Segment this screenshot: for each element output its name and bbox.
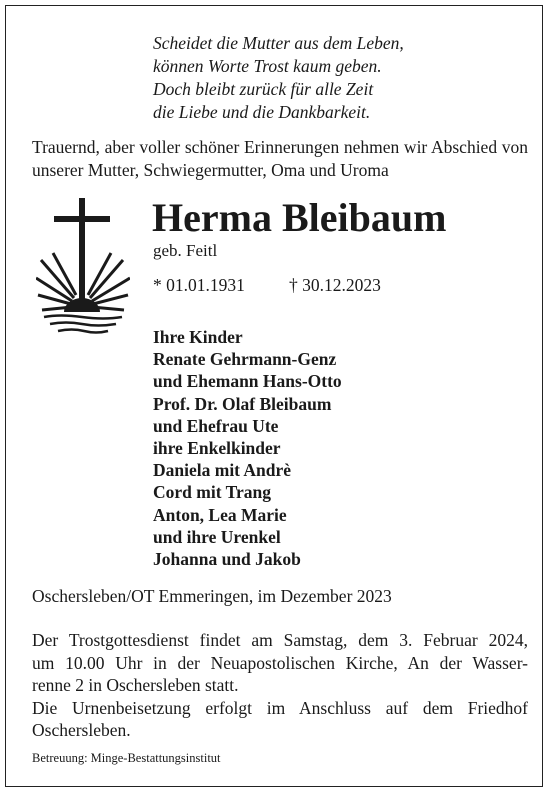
obituary-frame <box>5 5 543 787</box>
poem <box>153 32 513 124</box>
death-date: † 30.12.2023 <box>289 275 381 295</box>
funeral-home-credit: Betreuung: Minge-Bestattungsinstitut <box>32 751 221 765</box>
family-line: Cord mit Trang <box>153 482 271 503</box>
family-line: und Ehemann Hans-Otto <box>153 371 342 392</box>
family-line: Renate Gehrmann-Genz <box>153 349 337 370</box>
family-line: ihre Enkelkinder <box>153 438 281 459</box>
poem-line: Scheidet die Mutter aus dem Leben, <box>153 33 404 53</box>
birth-name: geb. Feitl <box>153 241 218 260</box>
deceased-name: Herma Bleibaum <box>152 195 447 240</box>
family-list <box>153 326 342 570</box>
poem-line: die Liebe und die Dankbarkeit. <box>153 102 371 122</box>
family-line: Anton, Lea Marie <box>153 504 287 525</box>
family-line: Johanna und Jakob <box>153 549 301 570</box>
service-line: Der Trostgottesdienst findet am Samstag, dem 3. Februar 2024, <box>32 630 528 650</box>
service-line: renne 2 in Oschersleben statt. <box>32 675 239 695</box>
family-line: Ihre Kinder <box>153 327 243 347</box>
family-line: und ihre Urenkel <box>153 526 281 547</box>
poem-line: Doch bleibt zurück für alle Zeit <box>153 79 374 99</box>
poem-line: können Worte Trost kaum geben. <box>153 56 382 76</box>
cross-sunrise-icon <box>36 198 130 338</box>
intro-text: Trauernd, aber voller schöner Erinnerungen nehmen wir Abschied von unserer Mutter, Schwiegermutter, Oma und Uroma <box>32 137 528 180</box>
family-line: Daniela mit Andrè <box>153 460 292 481</box>
family-line: und Ehefrau Ute <box>153 415 279 436</box>
service-line: Oschersleben. <box>32 720 131 740</box>
service-info <box>32 629 528 742</box>
service-line: Die Urnenbeisetzung erfolgt im Anschluss auf dem Friedhof <box>32 697 528 718</box>
life-dates <box>153 274 381 297</box>
place-date: Oschersleben/OT Emmeringen, im Dezember 2023 <box>32 586 392 606</box>
birth-date: * 01.01.1931 <box>153 275 245 295</box>
family-line: Prof. Dr. Olaf Bleibaum <box>153 393 332 414</box>
service-line: um 10.00 Uhr in der Neuapostolischen Kirche, An der Wasser- <box>32 652 528 673</box>
